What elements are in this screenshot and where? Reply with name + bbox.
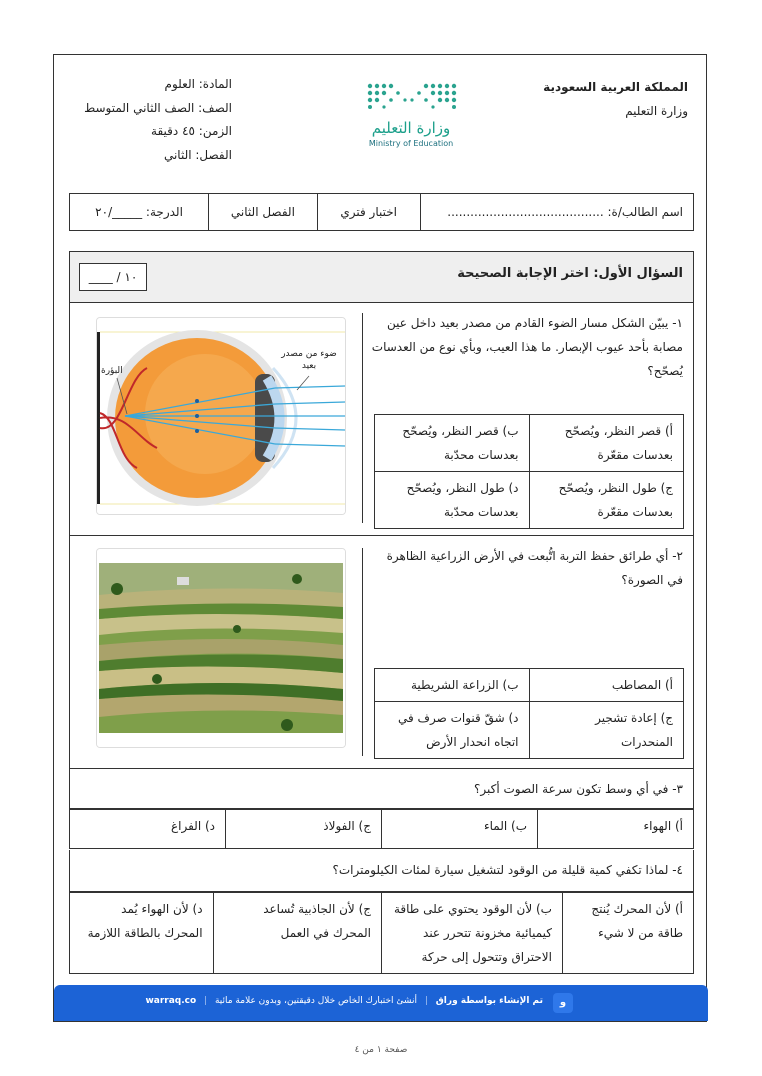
warraq-banner[interactable] [54,985,708,1021]
header-right [543,75,688,123]
option-b[interactable]: ب) قصر النظر، ويُصحّح بعدسات محدّبة [375,415,530,472]
option-c[interactable]: ج) لأن الجاذبية تُساعد المحرك في العمل [213,893,381,974]
country-name: المملكة العربية السعودية [543,80,688,94]
options-table-3 [69,809,694,849]
section-title: السؤال الأول: اختر الإجابة الصحيحة [457,266,683,281]
question-divider-1 [362,313,363,523]
option-d[interactable]: د) شقّ قنوات صرف في اتجاه انحدار الأرض [375,702,530,759]
focus-label: البؤرة [101,366,123,376]
banner-separator: | [424,996,428,1006]
options-table-2 [374,668,684,759]
question-item-3 [69,769,694,809]
question-text-1: ١- يبيّن الشكل مسار الضوء القادم من مصدر بعيد داخل عين مصابة بأحد عيوب الإبصار. ما هذا العيب، وبأي نوع من العدسات يُصحّح؟ [371,316,683,378]
light-source-label: ضوء من مصدر بعيد [281,349,337,371]
semester-cell: الفصل الثاني [208,194,317,230]
options-table-1 [374,414,684,529]
banner-tagline: أنشئ اختبارك الخاص خلال دقيقتين، وبدون علامة مائية [214,996,417,1006]
option-b[interactable]: ب) الماء [382,810,538,849]
eye-diagram-image [96,317,346,515]
time-label: الزمن: ٤٥ دقيقة [151,124,232,138]
question-item-2 [69,536,694,769]
subject-label: المادة: العلوم [164,77,232,91]
student-name-field[interactable]: اسم الطالب/ة: ......................................... [420,194,693,230]
question-1-header [69,251,694,303]
option-a[interactable]: أ) لأن المحرك يُنتج طاقة من لا شيء [562,893,693,974]
strip-farming-photo [96,548,346,748]
header-left [72,73,232,167]
option-b[interactable]: ب) لأن الوقود يحتوي على طاقة كيميائية مخزونة تتحرر عند الاحتراق وتتحول إلى حركة [382,893,563,974]
logo-arabic-text: وزارة التعليم [371,119,451,137]
exam-page [53,54,707,1022]
option-c[interactable]: ج) إعادة تشجير المنحدرات [529,702,684,759]
option-d[interactable]: د) لأن الهواء يُمد المحرك بالطاقة اللازمة [70,893,214,974]
question-text-4: ٤- لماذا تكفي كمية قليلة من الوقود لتشغيل سيارة لمئات الكيلومترات؟ [332,863,683,877]
warraq-logo-icon: و [553,993,573,1013]
option-d[interactable]: د) الفراغ [70,810,226,849]
question-text-3: ٣- في أي وسط تكون سرعة الصوت أكبر؟ [474,782,683,796]
page-number: صفحة ١ من ٤ [354,1045,408,1055]
banner-created: تم الإنشاء بواسطة وراق [435,996,543,1006]
banner-separator: | [204,996,208,1006]
ministry-name: وزارة التعليم [625,104,688,118]
exam-type-cell: اختبار فتري [317,194,420,230]
banner-site-link[interactable]: warraq.co [145,996,197,1006]
student-info-bar [69,193,694,231]
question-item-4 [69,850,694,892]
options-table-4 [69,892,694,974]
option-a[interactable]: أ) الهواء [538,810,694,849]
banner-text [145,996,543,1006]
option-c[interactable]: ج) الفولاذ [226,810,382,849]
farmland-photo-icon [97,549,345,747]
option-a[interactable]: أ) المصاطب [529,669,684,702]
grade-cell: الدرجة: _____/٢٠ [95,205,183,219]
option-b[interactable]: ب) الزراعة الشريطية [375,669,530,702]
option-a[interactable]: أ) قصر النظر، ويُصحّح بعدسات مقعّرة [529,415,684,472]
section-score-box: ____ / ١٠ [79,263,147,291]
ministry-logo [362,79,462,151]
logo-dots-icon [362,79,462,119]
option-c[interactable]: ج) طول النظر، ويُصحّح بعدسات مقعّرة [529,472,684,529]
option-d[interactable]: د) طول النظر، ويُصحّح بعدسات محدّبة [375,472,530,529]
question-text-2: ٢- أي طرائق حفظ التربة اتُّبعت في الأرض الزراعية الظاهرة في الصورة؟ [386,549,683,587]
logo-english-text: Ministry of Education [368,139,454,148]
question-item-1 [69,303,694,536]
question-divider-2 [362,548,363,756]
grade-label: الصف: الصف الثاني المتوسط [84,100,232,115]
semester-label: الفصل: الثاني [163,147,232,162]
